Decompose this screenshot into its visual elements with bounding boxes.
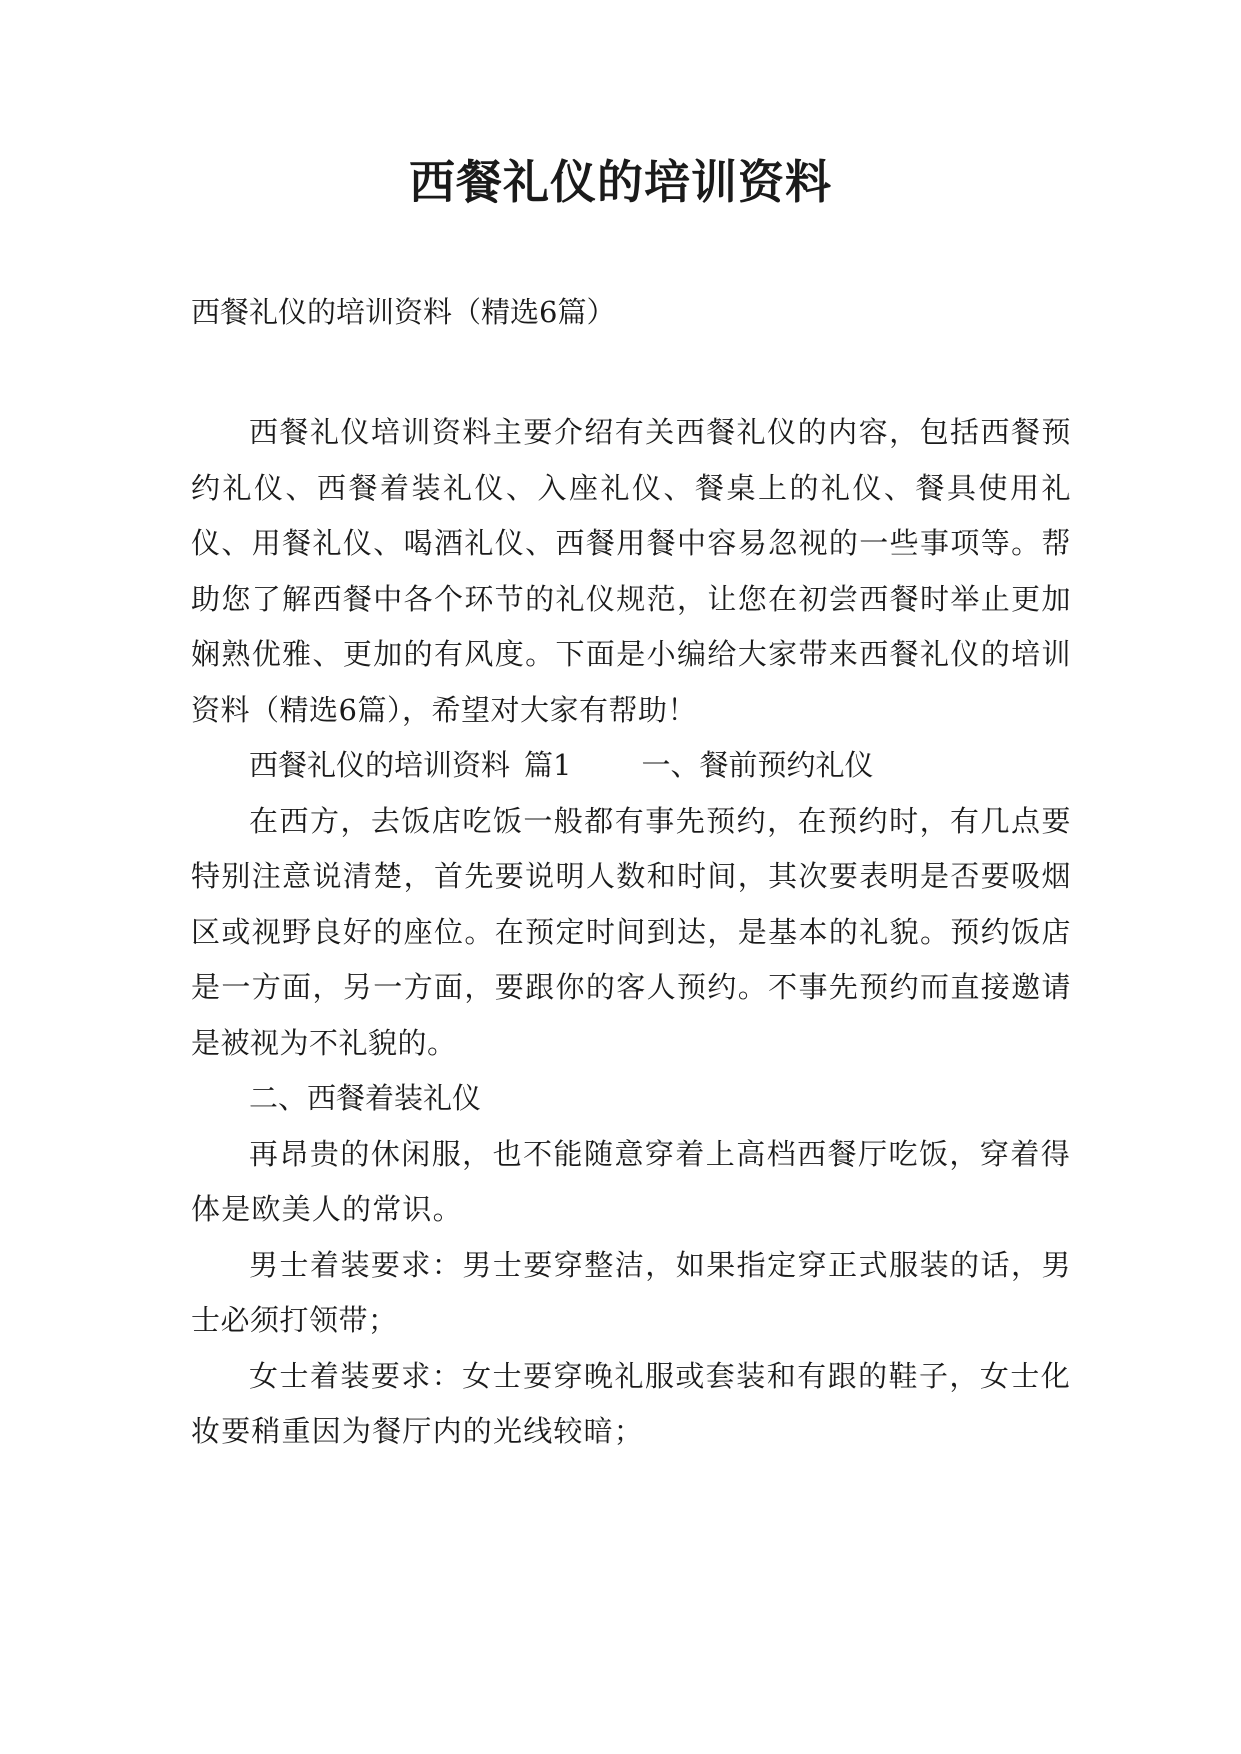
- women-dress-paragraph: 女士着装要求：女士要穿晚礼服或套装和有跟的鞋子，女士化妆要稍重因为餐厅内的光线较暗；: [191, 1358, 1071, 1448]
- document-subtitle: 西餐礼仪的培训资料（精选6篇）: [191, 295, 616, 329]
- document-title: 西餐礼仪的培训资料: [409, 155, 832, 209]
- part-heading: [191, 738, 1071, 794]
- men-dress-paragraph: 男士着装要求：男士要穿整洁，如果指定穿正式服装的话，男士必须打领带；: [191, 1247, 1071, 1337]
- part-label: 西餐礼仪的培训资料: [249, 748, 511, 782]
- document-body: [191, 405, 1071, 1460]
- section1-paragraph: 在西方，去饭店吃饭一般都有事先预约，在预约时，有几点要特别注意说清楚，首先要说明人数和时间，其次要表明是否要吸烟区或视野良好的座位。在预定时间到达，是基本的礼貌。预约饭店是一方面，另一方面，要跟你的客人预约。不事先预约而直接邀请是被视为不礼貌的。: [191, 803, 1071, 1060]
- section2-heading: 二、西餐着装礼仪: [249, 1081, 482, 1115]
- section1-heading: 一、餐前预约礼仪: [641, 748, 874, 782]
- part-number: 篇1: [524, 748, 572, 782]
- section2-paragraph: 再昂贵的休闲服，也不能随意穿着上高档西餐厅吃饭，穿着得体是欧美人的常识。: [191, 1136, 1071, 1226]
- intro-paragraph: 西餐礼仪培训资料主要介绍有关西餐礼仪的内容，包括西餐预约礼仪、西餐着装礼仪、入座礼仪、餐桌上的礼仪、餐具使用礼仪、用餐礼仪、喝酒礼仪、西餐用餐中容易忽视的一些事项等。帮助您了解西餐中各个环节的礼仪规范，让您在初尝西餐时举止更加娴熟优雅、更加的有风度。下面是小编给大家带来西餐礼仪的培训资料（精选6篇），希望对大家有帮助！: [191, 415, 1071, 727]
